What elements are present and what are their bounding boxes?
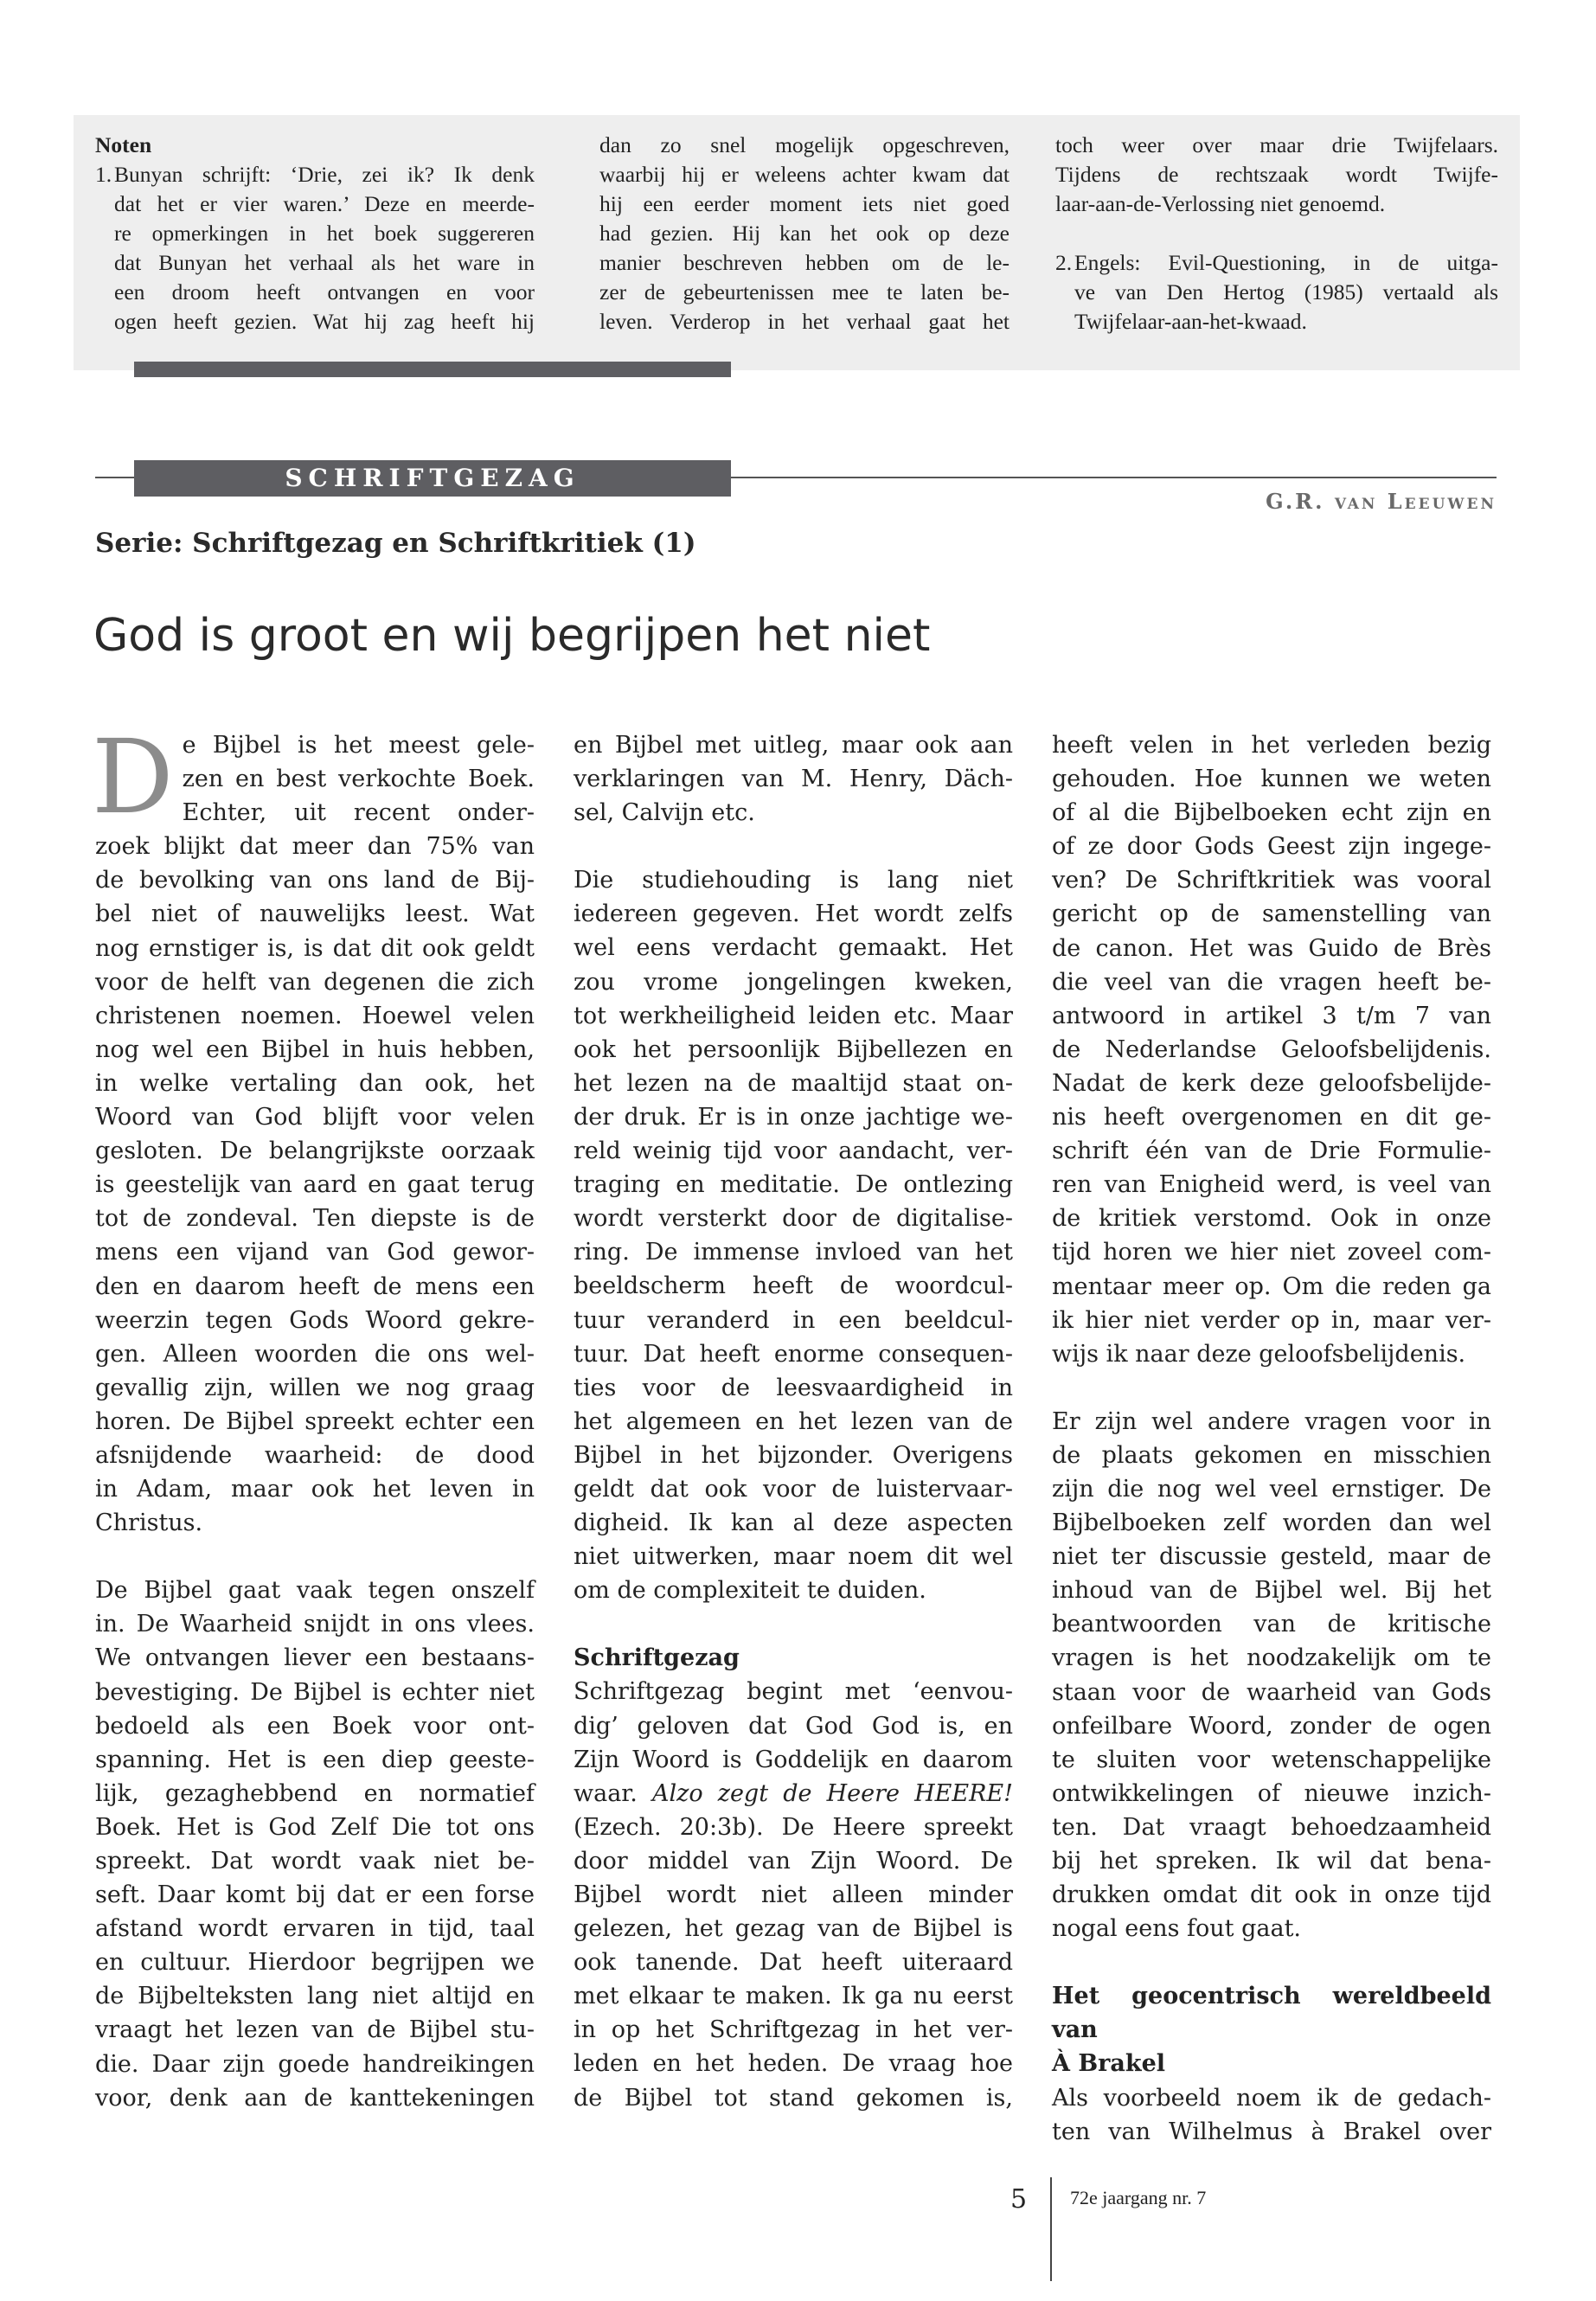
drop-cap: D bbox=[92, 717, 174, 836]
paragraph-line: mentaar meer op. Om die reden ga bbox=[1052, 1272, 1491, 1300]
paragraph-line: gevallig zijn, willen we nog graag bbox=[95, 1374, 535, 1401]
notes-column-2 bbox=[599, 131, 1010, 336]
note-number: 1. bbox=[95, 162, 112, 187]
note-1 bbox=[95, 160, 535, 336]
paragraph-line: in welke vertaling dan ook, het bbox=[95, 1069, 535, 1097]
paragraph-line: met elkaar te maken. Ik ga nu eerst bbox=[574, 1983, 1013, 2010]
section-heading-schriftgezag: Schriftgezag bbox=[574, 1644, 740, 1672]
paragraph-line: en cultuur. Hierdoor begrijpen we bbox=[95, 1949, 535, 1977]
paragraph-line: bedoeld als een Boek voor ont- bbox=[95, 1712, 535, 1740]
note-line: leven. Verderop in het verhaal gaat het bbox=[599, 309, 1010, 334]
paragraph-line: Christus. bbox=[95, 1509, 203, 1537]
paragraph-line: Die studiehouding is lang niet bbox=[574, 867, 1013, 894]
paragraph-line: ren van Enigheid werd, is veel van bbox=[1052, 1171, 1491, 1199]
paragraph-line: ring. De immense invloed van het bbox=[574, 1239, 1013, 1266]
author-name: G.R. van Leeuwen bbox=[1266, 489, 1497, 514]
article-title: God is groot en wij begrijpen het niet bbox=[93, 610, 931, 662]
note-line: een droom heeft ontvangen en voor bbox=[114, 279, 535, 304]
paragraph-line: iedereen gegeven. Het wordt zelfs bbox=[574, 901, 1013, 928]
paragraph bbox=[1052, 728, 1491, 1371]
paragraph-line: gehouden. Hoe kunnen we weten bbox=[1052, 766, 1491, 793]
paragraph-line: spanning. Het is een diep geeste- bbox=[95, 1746, 535, 1773]
paragraph-line: zoek blijkt dat meer dan 75% van bbox=[95, 833, 535, 861]
article-column-1 bbox=[92, 717, 535, 2115]
paragraph-line: leden en het heden. De vraag hoe bbox=[574, 2050, 1013, 2078]
paragraph-line: dig’ geloven dat God God is, en bbox=[574, 1712, 1013, 1740]
note-line: waarbij hij er weleens achter kwam dat bbox=[599, 162, 1010, 187]
paragraph-line: ten van Wilhelmus à Brakel over bbox=[1052, 2118, 1491, 2145]
scripture-quote: Alzo zegt de Heere HEERE! bbox=[651, 1779, 1013, 1807]
paragraph-line: Bijbel wordt niet alleen minder bbox=[574, 1881, 1013, 1908]
paragraph-line: gericht op de samenstelling van bbox=[1052, 901, 1491, 928]
note-line: dat het er vier waren.’ Deze en meerde- bbox=[114, 191, 535, 216]
paragraph-line: nogal eens fout gaat. bbox=[1052, 1915, 1302, 1943]
notes-title: Noten bbox=[95, 132, 152, 157]
paragraph-line: nog ernstiger is, is dat dit ook geldt bbox=[95, 934, 535, 962]
paragraph-line: schrift één van de Drie Formulie- bbox=[1052, 1138, 1491, 1165]
paragraph-line: sel, Calvijn etc. bbox=[574, 799, 755, 827]
paragraph-line: lijk, gezaghebbend en normatief bbox=[95, 1779, 535, 1807]
paragraph-line: onfeilbare Woord, zonder de ogen bbox=[1052, 1712, 1491, 1740]
paragraph-line: We ontvangen liever een bestaans- bbox=[95, 1644, 535, 1672]
paragraph-line: traging en meditatie. De ontlezing bbox=[574, 1171, 1013, 1199]
note-line: ve van Den Hertog (1985) vertaald als bbox=[1074, 279, 1498, 304]
footer-divider bbox=[1050, 2177, 1052, 2281]
paragraph-line: het lezen na de maaltijd staat on- bbox=[574, 1069, 1013, 1097]
note-line: Bunyan schrijft: ‘Drie, zei ik? Ik denk bbox=[114, 162, 535, 187]
paragraph-line: ties voor de leesvaardigheid in bbox=[574, 1374, 1013, 1401]
paragraph-line: bevestiging. De Bijbel is echter niet bbox=[95, 1678, 535, 1706]
article-column-2 bbox=[574, 728, 1013, 2115]
note-line: toch weer over maar drie Twijfelaars. bbox=[1055, 132, 1498, 157]
paragraph-line: geldt dat ook voor de luistervaar- bbox=[574, 1475, 1013, 1503]
note-line: manier beschreven hebben om de le- bbox=[599, 250, 1010, 275]
paragraph-line: ontwikkelingen of nieuwe inzich- bbox=[1052, 1779, 1491, 1807]
section-label: SCHRIFTGEZAG bbox=[134, 460, 731, 497]
paragraph-line: niet ter discussie gesteld, maar de bbox=[1052, 1543, 1491, 1571]
paragraph-line: ik hier niet verder op in, maar ver- bbox=[1052, 1306, 1491, 1334]
paragraph bbox=[574, 863, 1013, 1607]
paragraph-line: beeldscherm heeft de woordcul- bbox=[574, 1272, 1013, 1300]
paragraph bbox=[95, 830, 535, 1540]
paragraph-line: nis heeft overgenomen en dit ge- bbox=[1052, 1104, 1491, 1131]
paragraph-line: Er zijn wel andere vragen voor in bbox=[1052, 1407, 1491, 1435]
paragraph-line: in Adam, maar ook het leven in bbox=[95, 1476, 535, 1503]
paragraph-line: te sluiten voor wetenschappelijke bbox=[1052, 1746, 1491, 1773]
note-line: had gezien. Hij kan het ook op deze bbox=[599, 221, 1010, 246]
paragraph-line: of al die Bijbelboeken echt zijn en bbox=[1052, 799, 1491, 827]
paragraph-line: of ze door Gods Geest zijn ingege- bbox=[1052, 833, 1491, 861]
paragraph-line: zou vrome jongelingen kweken, bbox=[574, 968, 1013, 996]
paragraph-line: vragen is het noodzakelijk om te bbox=[1052, 1644, 1491, 1672]
paragraph-line: der druk. Er is in onze jachtige we- bbox=[574, 1103, 1013, 1131]
paragraph-line: ten. Dat vraagt behoedzaamheid bbox=[1052, 1813, 1491, 1841]
section-heading-geocentrisch: Het geocentrisch wereldbeeld van À Brakel bbox=[1052, 1983, 1491, 2078]
paragraph-line: de Nederlandse Geloofsbelijdenis. bbox=[1052, 1035, 1491, 1063]
paragraph-line: den en daarom heeft de mens een bbox=[95, 1272, 535, 1300]
notes-column-1 bbox=[95, 131, 535, 336]
note-number: 2. bbox=[1055, 250, 1073, 275]
note-line: dat Bunyan het verhaal als het ware in bbox=[114, 250, 535, 275]
paragraph-line: gelezen, het gezag van de Bijbel is bbox=[574, 1915, 1013, 1943]
article-column-3 bbox=[1052, 728, 1491, 2149]
paragraph-line: drukken omdat dit ook in onze tijd bbox=[1052, 1881, 1491, 1909]
paragraph-line: mens een vijand van God gewor- bbox=[95, 1239, 535, 1266]
paragraph-line: bel niet of nauwelijks leest. Wat bbox=[95, 901, 535, 928]
note-line: Engels: Evil-Questioning, in de uitga- bbox=[1074, 250, 1498, 275]
paragraph-line: christenen noemen. Hoewel velen bbox=[95, 1002, 535, 1029]
paragraph-line: verklaringen van M. Henry, Däch- bbox=[574, 766, 1013, 793]
paragraph-line: zijn die nog wel veel ernstiger. De bbox=[1052, 1475, 1491, 1503]
paragraph-line: horen. De Bijbel spreekt echter een bbox=[95, 1407, 535, 1435]
notes-box bbox=[74, 115, 1520, 370]
note-2-text bbox=[1074, 248, 1498, 336]
paragraph-line: e Bijbel is het meest gele- bbox=[182, 732, 535, 759]
paragraph-line: de canon. Het was Guido de Brès bbox=[1052, 934, 1491, 962]
note-line: Twijfelaar-aan-het-kwaad. bbox=[1074, 309, 1307, 334]
paragraph-line: tuur veranderd in een beeldcul- bbox=[574, 1306, 1013, 1334]
note-1-continued bbox=[1055, 131, 1498, 219]
paragraph-line: Echter, uit recent onder- bbox=[182, 799, 535, 827]
paragraph-line: staan voor de waarheid van Gods bbox=[1052, 1678, 1491, 1706]
paragraph-line: reld weinig tijd voor aandacht, ver- bbox=[574, 1138, 1013, 1165]
paragraph-line: die veel van die vragen heeft be- bbox=[1052, 968, 1491, 996]
note-line: re opmerkingen in het boek suggereren bbox=[114, 221, 535, 246]
paragraph bbox=[1052, 1405, 1491, 1946]
paragraph-line: zen en best verkochte Boek. bbox=[182, 766, 535, 793]
paragraph-line: wordt versterkt door de digitalise- bbox=[574, 1205, 1013, 1233]
decorative-bar bbox=[134, 362, 731, 377]
paragraph-line: tot werkheiligheid leiden etc. Maar bbox=[574, 1002, 1013, 1029]
paragraph-line: weerzin tegen Gods Woord gekre- bbox=[95, 1306, 535, 1334]
paragraph-line: wijs ik naar deze geloofsbelijdenis. bbox=[1052, 1340, 1466, 1368]
paragraph-line: en Bijbel met uitleg, maar ook aan bbox=[574, 732, 1013, 759]
paragraph-line: wel eens verdacht gemaakt. Het bbox=[574, 934, 1013, 962]
paragraph-line: die. Daar zijn goede handreikingen bbox=[95, 2050, 535, 2078]
paragraph-line: nog wel een Bijbel in huis hebben, bbox=[95, 1035, 535, 1063]
paragraph-line: om de complexiteit te duiden. bbox=[574, 1577, 926, 1605]
paragraph-line: (Ezech. 20:3b). De Heere spreekt bbox=[574, 1813, 1013, 1841]
paragraph-line: Nadat de kerk deze geloofsbelijde- bbox=[1052, 1069, 1491, 1097]
paragraph-line: De Bijbel gaat vaak tegen onszelf bbox=[95, 1577, 535, 1605]
note-line: Tijdens de rechtszaak wordt Twijfe- bbox=[1055, 162, 1498, 187]
paragraph-line: ook tanende. Dat heeft uiteraard bbox=[574, 1949, 1013, 1977]
notes-column-3 bbox=[1055, 131, 1498, 336]
paragraph bbox=[95, 1574, 535, 2115]
paragraph-line: Woord van God blijft voor velen bbox=[95, 1104, 535, 1131]
paragraph-line: voor, denk aan de kanttekeningen bbox=[95, 2084, 535, 2112]
paragraph-line: Zijn Woord is Goddelijk en daarom bbox=[574, 1746, 1013, 1773]
author-surname: van Leeuwen bbox=[1334, 489, 1497, 514]
paragraph bbox=[1052, 2081, 1491, 2149]
paragraph bbox=[574, 1675, 1013, 1776]
paragraph-line: in. De Waarheid snijdt in ons vlees. bbox=[95, 1611, 535, 1638]
paragraph-line: Bijbelboeken zelf worden dan wel bbox=[1052, 1509, 1491, 1537]
paragraph-line: Schriftgezag begint met ‘eenvou- bbox=[574, 1678, 1013, 1706]
paragraph-line: seft. Daar komt bij dat er een forse bbox=[95, 1881, 535, 1909]
series-title: Serie: Schriftgezag en Schriftkritiek (1) bbox=[95, 528, 696, 559]
note-2 bbox=[1055, 248, 1498, 336]
paragraph-line: de bevolking van ons land de Bij- bbox=[95, 867, 535, 894]
paragraph-line: inhoud van de Bijbel wel. Bij het bbox=[1052, 1577, 1491, 1605]
paragraph-line: digheid. Ik kan al deze aspecten bbox=[574, 1509, 1013, 1537]
paragraph-line: tot de zondeval. Ten diepste is de bbox=[95, 1205, 535, 1233]
paragraph bbox=[574, 728, 1013, 830]
paragraph-line: vraagt het lezen van de Bijbel stu- bbox=[95, 2016, 535, 2044]
paragraph-line: antwoord in artikel 3 t/m 7 van bbox=[1052, 1002, 1491, 1029]
paragraph-line: gen. Alleen woorden die ons wel- bbox=[95, 1340, 535, 1368]
paragraph-line: de Bijbelteksten lang niet altijd en bbox=[95, 1983, 535, 2010]
paragraph-line: is geestelijk van aard en gaat terug bbox=[95, 1171, 535, 1199]
opening-paragraph bbox=[92, 717, 535, 836]
paragraph-line: afsnijdende waarheid: de dood bbox=[95, 1441, 535, 1469]
paragraph-line: beantwoorden van de kritische bbox=[1052, 1611, 1491, 1638]
note-1-text bbox=[114, 160, 535, 336]
paragraph-line: de Bijbel tot stand gekomen is, bbox=[574, 2084, 1013, 2112]
paragraph-line: de kritiek verstomd. Ook in onze bbox=[1052, 1205, 1491, 1233]
paragraph-line: in op het Schriftgezag in het ver- bbox=[574, 2016, 1013, 2044]
issue-label: 72e jaargang nr. 7 bbox=[1070, 2187, 1207, 2208]
paragraph-line: door middel van Zijn Woord. De bbox=[574, 1847, 1013, 1875]
paragraph-line: niet uitwerken, maar noem dit wel bbox=[574, 1543, 1013, 1571]
paragraph bbox=[574, 1811, 1013, 2115]
paragraph-line: de plaats gekomen en misschien bbox=[1052, 1441, 1491, 1469]
paragraph-line: voor de helft van degenen die zich bbox=[95, 968, 535, 996]
paragraph-line: spreekt. Dat wordt vaak niet be- bbox=[95, 1848, 535, 1875]
paragraph-line: ven? De Schriftkritiek was vooral bbox=[1052, 867, 1491, 894]
note-line: laar-aan-de-Verlossing niet genoemd. bbox=[1055, 191, 1386, 216]
paragraph-line: ook het persoonlijk Bijbellezen en bbox=[574, 1035, 1013, 1063]
paragraph-line: afstand wordt ervaren in tijd, taal bbox=[95, 1915, 535, 1943]
note-line: hij een eerder moment iets niet goed bbox=[599, 191, 1010, 216]
page-number: 5 bbox=[1010, 2184, 1028, 2214]
paragraph-line: bij het spreken. Ik wil dat bena- bbox=[1052, 1848, 1491, 1875]
note-line: ogen heeft gezien. Wat hij zag heeft hij bbox=[114, 309, 535, 334]
note-line: dan zo snel mogelijk opgeschreven, bbox=[599, 132, 1010, 157]
paragraph-line: tijd horen we hier niet zoveel com- bbox=[1052, 1239, 1491, 1266]
paragraph-line: Bijbel in het bijzonder. Overigens bbox=[574, 1441, 1013, 1469]
paragraph-line: tuur. Dat heeft enorme consequen- bbox=[574, 1340, 1013, 1368]
note-line: zer de gebeurtenissen mee te laten be- bbox=[599, 279, 1010, 304]
paragraph-line: het algemeen en het lezen van de bbox=[574, 1407, 1013, 1435]
paragraph-line: waar. Alzo zegt de Heere HEERE! bbox=[574, 1779, 1013, 1807]
paragraph-line: gesloten. De belangrijkste oorzaak bbox=[95, 1138, 535, 1165]
paragraph-line: heeft velen in het verleden bezig bbox=[1052, 732, 1491, 759]
paragraph-line: Als voorbeeld noem ik de gedach- bbox=[1052, 2084, 1491, 2112]
paragraph-line: Boek. Het is God Zelf Die tot ons bbox=[95, 1813, 535, 1841]
